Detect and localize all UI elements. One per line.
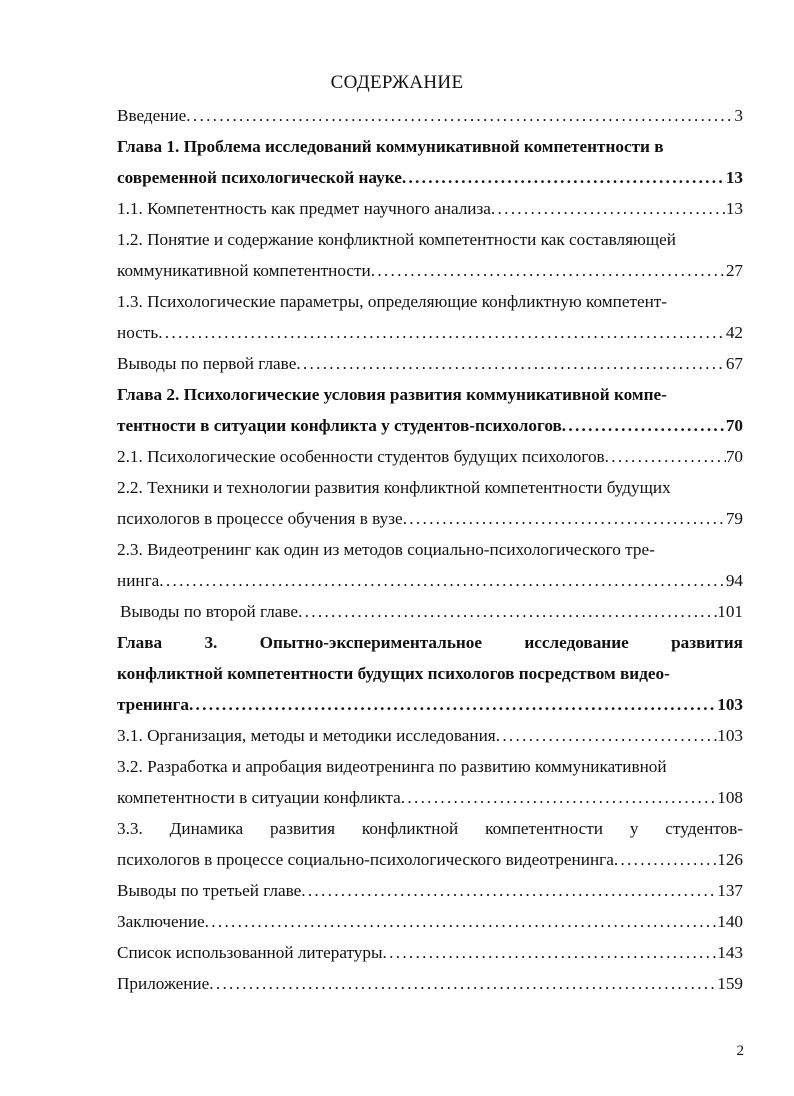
toc-entry-text: 2.1. Психологические особенности студентов будущих психологов [117,447,605,466]
toc-page-number: 79 [725,509,743,528]
toc-entry-text: Введение [117,106,187,125]
toc-entry-3-1 [117,720,743,751]
toc-page-number: 70 [725,416,743,435]
toc-entry-text: коммуникативной компетентности [117,261,371,280]
toc-chapter3-line3 [117,689,743,720]
dot-leader [209,968,717,999]
toc-entry-text: Список использованной литературы [117,943,383,962]
toc-chapter2-line1: Глава 2. Психологические условия развития коммуникативной компе- [117,385,667,404]
toc-page-number: 126 [717,850,743,869]
dot-leader [383,937,718,968]
toc-page-number: 70 [725,447,743,466]
dot-leader [496,720,718,751]
toc-entry-3-2-line2 [117,782,743,813]
toc-page-number: 3 [734,106,743,125]
toc-entry-text: психологов в процессе социально-психологического видеотренинга [117,850,614,869]
toc-chapter1-line1: Глава 1. Проблема исследований коммуникативной компетентности в [117,137,664,156]
toc-page-number: 143 [717,943,743,962]
toc-word: компетентности [485,819,603,838]
toc-entry-text: Выводы по второй главе [120,602,299,621]
toc-word: Динамика [169,819,244,838]
toc-entry-conclusions-2 [117,596,743,627]
toc-page-number: 159 [717,974,743,993]
toc-page-number: 67 [725,354,743,373]
dot-leader [614,844,717,875]
toc-page-number: 94 [725,571,743,590]
toc-entry-2-1 [117,441,743,472]
dot-leader [371,255,726,286]
toc-page-number: 13 [725,199,743,218]
toc-entry-3-3-line2 [117,844,743,875]
toc-entry-text: 1.1. Компетентность как предмет научного анализа [117,199,491,218]
dot-leader [562,410,726,441]
toc-entry-1-3-line2 [117,317,743,348]
toc-entry-text: Выводы по третьей главе [117,881,302,900]
toc-entry-intro [117,100,743,131]
toc-entry-3-3-line1 [117,813,743,844]
toc-entry-references [117,937,743,968]
dot-leader [491,193,726,224]
toc-entry-appendix [117,968,743,999]
toc-entry-text: Выводы по первой главе [117,354,297,373]
dot-leader [298,596,717,627]
toc-entry-3-2-line1: 3.2. Разработка и апробация видеотренинга по развитию коммуникативной [117,757,667,776]
toc-entry-2-2-line1: 2.2. Техники и технологии развития конфликтной компетентности будущих [117,478,671,497]
dot-leader [158,317,726,348]
dot-leader [401,782,717,813]
dot-leader [605,441,726,472]
dot-leader [402,162,726,193]
toc-entry-1-3-line1: 1.3. Психологические параметры, определяющие конфликтную компетент- [117,292,668,311]
dot-leader [296,348,725,379]
toc-chapter3-line2: конфликтной компетентности будущих психологов посредством видео- [117,664,670,683]
toc-entry-1-2-line2 [117,255,743,286]
toc-word: Опытно-экспериментальное [259,633,483,652]
dot-leader [186,100,734,131]
toc-chapter2-line2 [117,410,743,441]
toc-entry-text: Заключение [117,912,205,931]
toc-page-number: 27 [725,261,743,280]
toc-entry-text: тентности в ситуации конфликта у студентов-психологов [117,416,562,435]
toc-page-number: 101 [717,602,743,621]
toc-word: исследование [524,633,629,652]
toc-word: развития [270,819,335,838]
toc-entry-text: тренинга [117,695,189,714]
toc-entry-text: психологов в процессе обучения в вузе [117,509,403,528]
toc-entry-2-2-line2 [117,503,743,534]
table-of-contents [117,100,743,999]
toc-chapter1-line2 [117,162,743,193]
toc-entry-text: ность [117,323,159,342]
toc-entry-text: 3.1. Организация, методы и методики исследования [117,726,496,745]
toc-page-number: 140 [717,912,743,931]
toc-entry-conclusions-1 [117,348,743,379]
toc-entry-text: нинга [117,571,160,590]
toc-page-number: 13 [725,168,743,187]
toc-entry-1-1 [117,193,743,224]
toc-entry-conclusion [117,906,743,937]
dot-leader [301,875,717,906]
toc-entry-1-2-line1: 1.2. Понятие и содержание конфликтной компетентности как составляющей [117,230,676,249]
dot-leader [159,565,726,596]
toc-word: Глава [117,633,163,652]
toc-word: развития [671,633,743,652]
dot-leader [403,503,726,534]
toc-entry-text: современной психологической науке [117,168,402,187]
toc-page-number: 137 [717,881,743,900]
toc-entry-text: Приложение [117,974,210,993]
toc-word: 3.3. [117,819,143,838]
toc-page-number: 42 [725,323,743,342]
dot-leader [189,689,717,720]
toc-page-number: 108 [717,788,743,807]
toc-entry-2-3-line2 [117,565,743,596]
toc-word: конфликтной [361,819,459,838]
toc-entry-conclusions-3 [117,875,743,906]
toc-entry-text: компетентности в ситуации конфликта [117,788,401,807]
toc-entry-2-3-line1: 2.3. Видеотренинг как один из методов социально-психологического тре- [117,540,655,559]
dot-leader [205,906,718,937]
toc-page-number: 103 [717,726,743,745]
page-number: 2 [736,1043,744,1059]
toc-page-number: 103 [717,695,743,714]
toc-word: у [629,819,639,838]
toc-word: студентов- [665,819,743,838]
toc-chapter3-line1 [117,627,743,658]
page-title: СОДЕРЖАНИЕ [330,72,464,93]
toc-word: 3. [204,633,218,652]
